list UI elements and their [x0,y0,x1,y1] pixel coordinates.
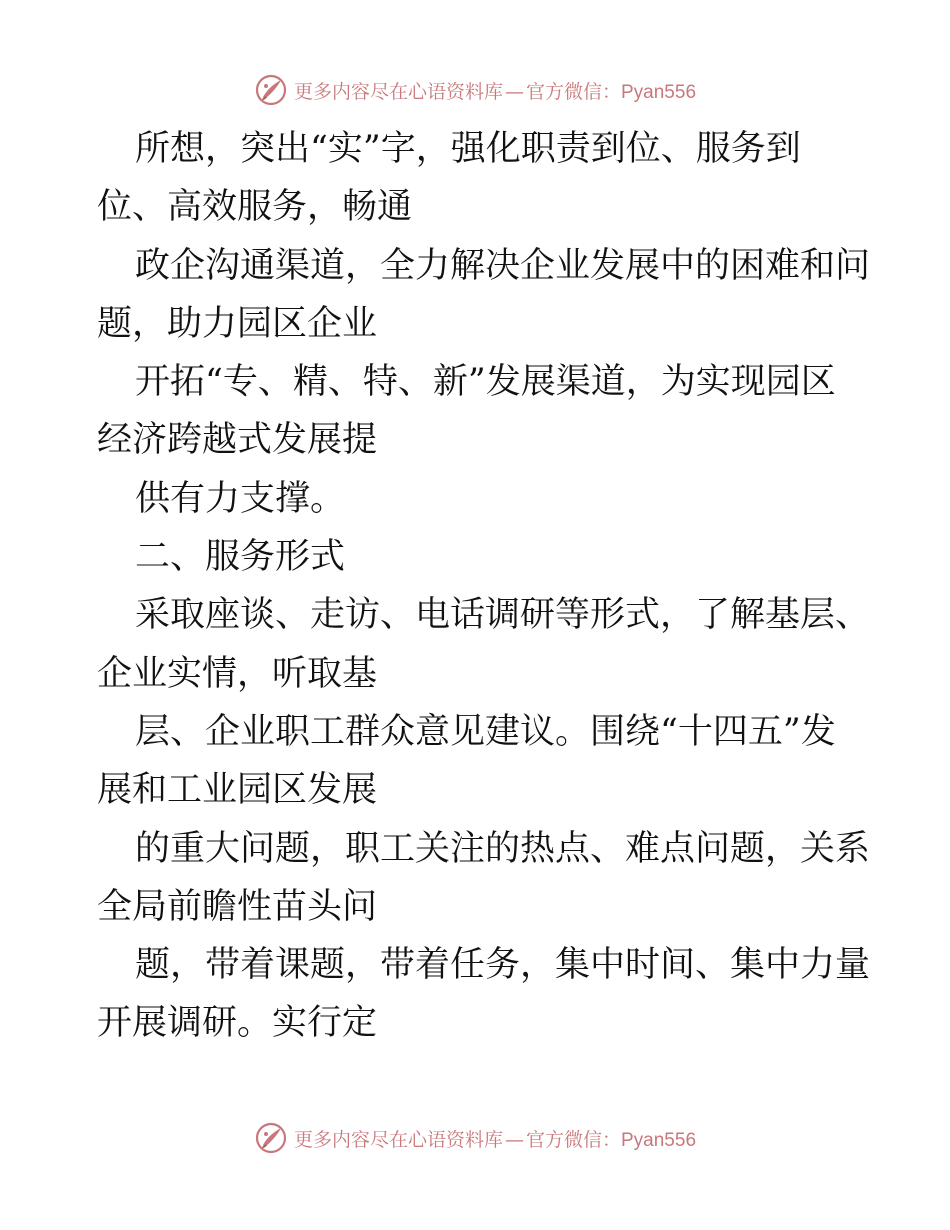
document-body [97,120,871,1053]
header-watermark [0,70,950,110]
watermark-separator: — [504,1128,524,1151]
watermark-separator: — [504,80,524,103]
section-heading: 二、服务形式 [135,537,346,578]
watermark-wechat-id: Pyan556 [621,1129,697,1151]
text-line: 经济跨越式发展提 [97,420,378,461]
watermark-text [294,77,696,104]
watermark-wechat-label: 官方微信： [525,1128,621,1151]
text-line: 题，带着课题，带着任务，集中时间、集中力量 [135,945,871,986]
text-line: 供有力支撑。 [135,478,346,519]
watermark-site: 更多内容尽在心语资料库 [293,80,503,103]
text-line: 题，助力园区企业 [97,303,378,344]
watermark-wechat-id: Pyan556 [621,81,697,103]
text-line: 开拓“专、精、特、新”发展渠道，为实现园区 [135,362,836,403]
text-line: 开展调研。实行定 [97,1003,378,1044]
text-line: 采取座谈、走访、电话调研等形式，了解基层、 [135,595,871,636]
text-line: 所想，突出“实”字，强化职责到位、服务到 [135,129,801,169]
text-line: 企业实情，听取基 [97,653,378,694]
text-line: 位、高效服务，畅通 [97,187,413,228]
watermark-text [294,1125,696,1152]
text-line: 全局前瞻性苗头问 [97,886,378,927]
watermark-wechat-label: 官方微信： [525,80,621,103]
footer-watermark [0,1118,950,1158]
text-line: 政企沟通渠道，全力解决企业发展中的困难和问 [135,245,871,286]
watermark-site: 更多内容尽在心语资料库 [293,1128,503,1151]
text-line: 展和工业园区发展 [97,770,378,811]
text-line: 的重大问题，职工关注的热点、难点问题，关系 [135,828,871,869]
brush-logo-icon [254,1121,288,1155]
text-line: 层、企业职工群众意见建议。围绕“十四五”发 [135,711,836,752]
brush-logo-icon [254,73,288,107]
